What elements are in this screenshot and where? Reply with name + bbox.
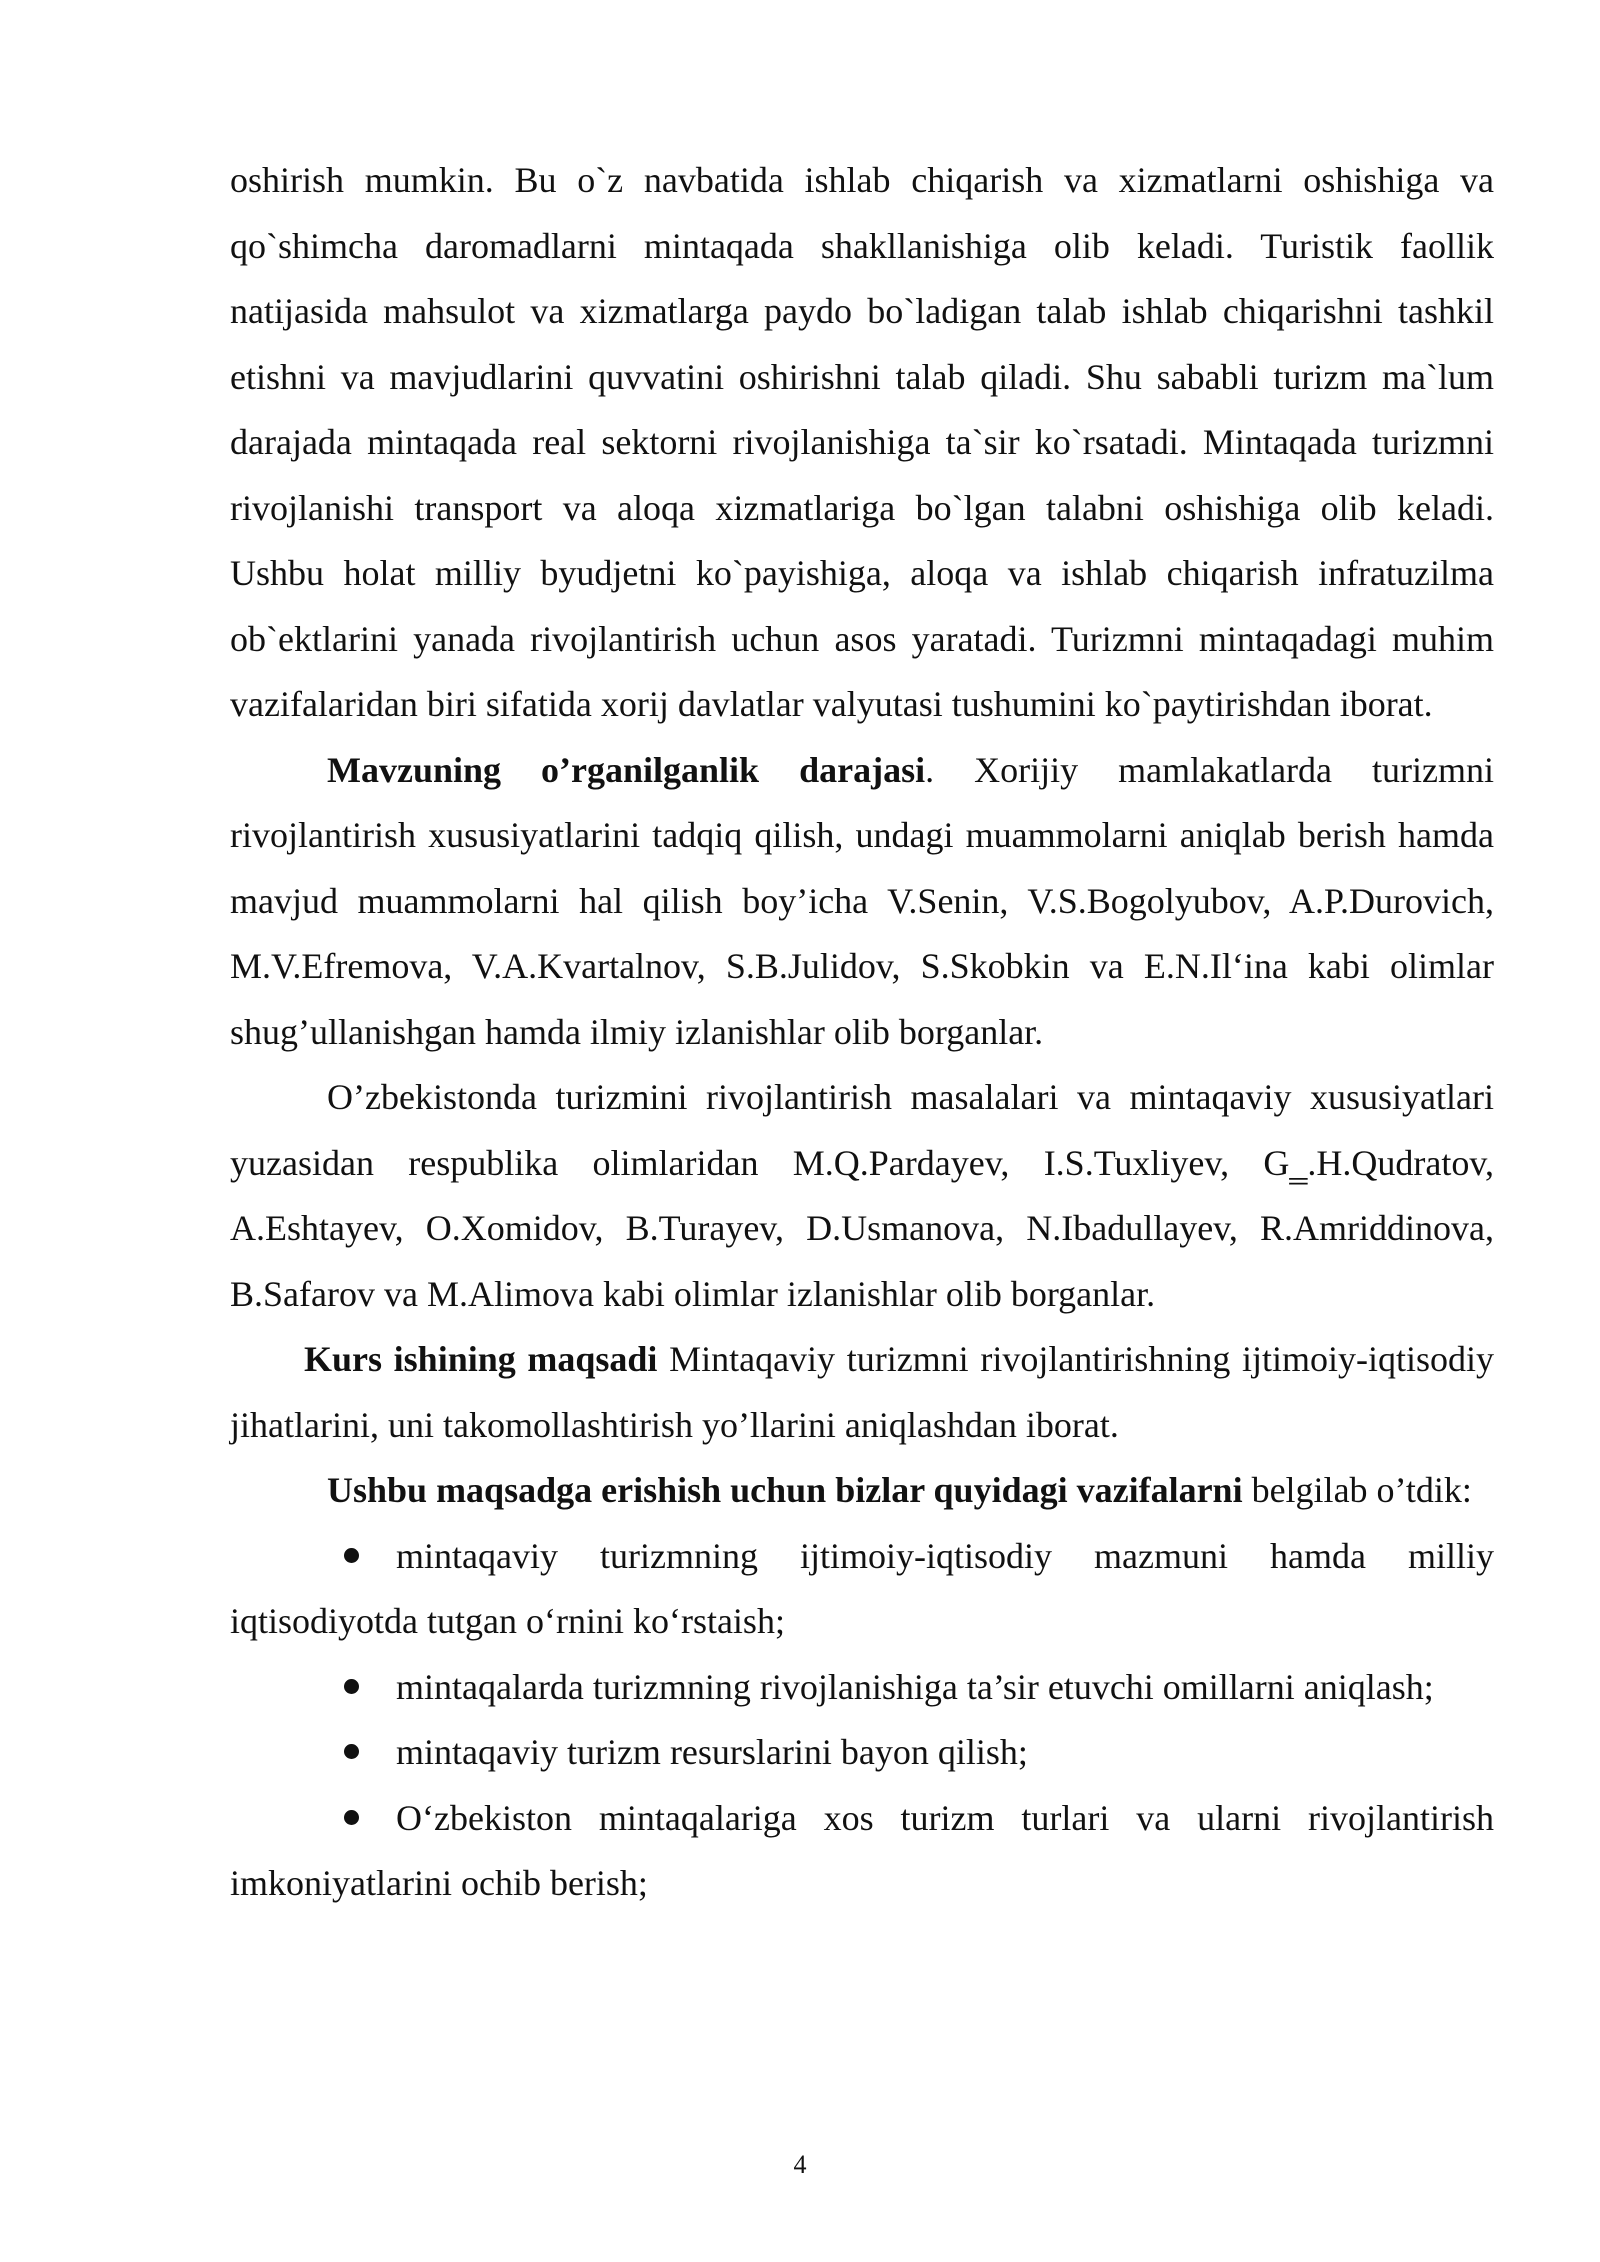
list-item-text: mintaqaviy turizmning ijtimoiy-iqtisodiy mazmuni hamda milliy iqtisodiyotda tutgan o‘rnini ko‘rstaish;	[230, 1535, 1494, 1641]
document-page	[230, 148, 1494, 1917]
paragraph-uzbek-scholars: O’zbekistonda turizmini rivojlantirish masalalari va mintaqaviy xususiyatlari yuzasidan respublika olimlaridan M.Q.Pardayev, I.S.Tuxliyev, G‗.H.Qudratov, A.Eshtayev, O.Xomidov, B.Turayev, D.Usmanova, N.Ibadullayev, R.Amriddinova, B.Safarov va M.Alimova kabi olimlar izlanishlar olib borganlar.	[230, 1077, 1494, 1314]
heading-study-level: Mavzuning o’rganilganlik darajasi	[327, 749, 926, 790]
heading-tasks: Ushbu maqsadga erishish uchun bizlar quyidagi vazifalarni	[327, 1470, 1243, 1510]
paragraph-tasks-intro-text: belgilab o’tdik:	[1242, 1470, 1472, 1510]
paragraph-study-level	[230, 738, 1494, 1066]
paragraph-course-goal-text: Mintaqaviy turizmni rivojlantirishning ijtimoiy-iqtisodiy jihatlarini, uni takomollashtirish yo’llarini aniqlashdan iborat.	[230, 1339, 1494, 1445]
list-item	[230, 1655, 1494, 1721]
bullet-icon	[344, 1810, 359, 1825]
heading-course-goal: Kurs ishining maqsadi	[304, 1339, 658, 1379]
paragraph-tasks-intro	[230, 1458, 1494, 1524]
paragraph-course-goal	[230, 1327, 1494, 1458]
paragraph-study-level-text: . Xorijiy mamlakatlarda turizmni rivojlantirish xususiyatlarini tadqiq qilish, undagi muammolarni aniqlab berish hamda mavjud muammolarni hal qilish boy’icha V.Senin, V.S.Bogolyubov, A.P.Durovich, M.V.Efremova, V.A.Kvartalnov, S.B.Julidov, S.Skobkin va E.N.Il‘ina kabi olimlar shug’ullanishgan hamda ilmiy izlanishlar olib borganlar.	[230, 749, 1494, 1052]
bullet-icon	[344, 1744, 359, 1759]
page-number: 4	[793, 2150, 807, 2179]
list-item-text: mintaqaviy turizm resurslarini bayon qilish;	[396, 1732, 1028, 1772]
list-item	[230, 1786, 1494, 1917]
paragraph-intro: oshirish mumkin. Bu o`z navbatida ishlab chiqarish va xizmatlarni oshishiga va qo`shimcha daromadlarni mintaqada shakllanishiga olib keladi. Turistik faollik natijasida mahsulot va xizmatlarga paydo bo`ladigan talab ishlab chiqarishni tashkil etishni va mavjudlarini quvvatini oshirishni talab qiladi. Shu sababli turizm ma`lum darajada mintaqada real sektorni rivojlanishiga ta`sir ko`rsatadi. Mintaqada turizmni rivojlanishi transport va aloqa xizmatlariga bo`lgan talabni oshishiga olib keladi. Ushbu holat milliy byudjetni ko`payishiga, aloqa va ishlab chiqarish infratuzilma ob`ektlarini yanada rivojlantirish uchun asos yaratadi. Turizmni mintaqadagi muhim vazifalaridan biri sifatida xorij davlatlar valyutasi tushumini ko`paytirishdan iborat.	[230, 160, 1494, 724]
bullet-icon	[344, 1548, 359, 1563]
bullet-icon	[344, 1679, 359, 1694]
list-item	[230, 1524, 1494, 1655]
list-item-text: O‘zbekiston mintaqalariga xos turizm turlari va ularni rivojlantirish imkoniyatlarini ochib berish;	[230, 1797, 1494, 1903]
list-item	[230, 1720, 1494, 1786]
list-item-text: mintaqalarda turizmning rivojlanishiga ta’sir etuvchi omillarni aniqlash;	[396, 1666, 1434, 1707]
